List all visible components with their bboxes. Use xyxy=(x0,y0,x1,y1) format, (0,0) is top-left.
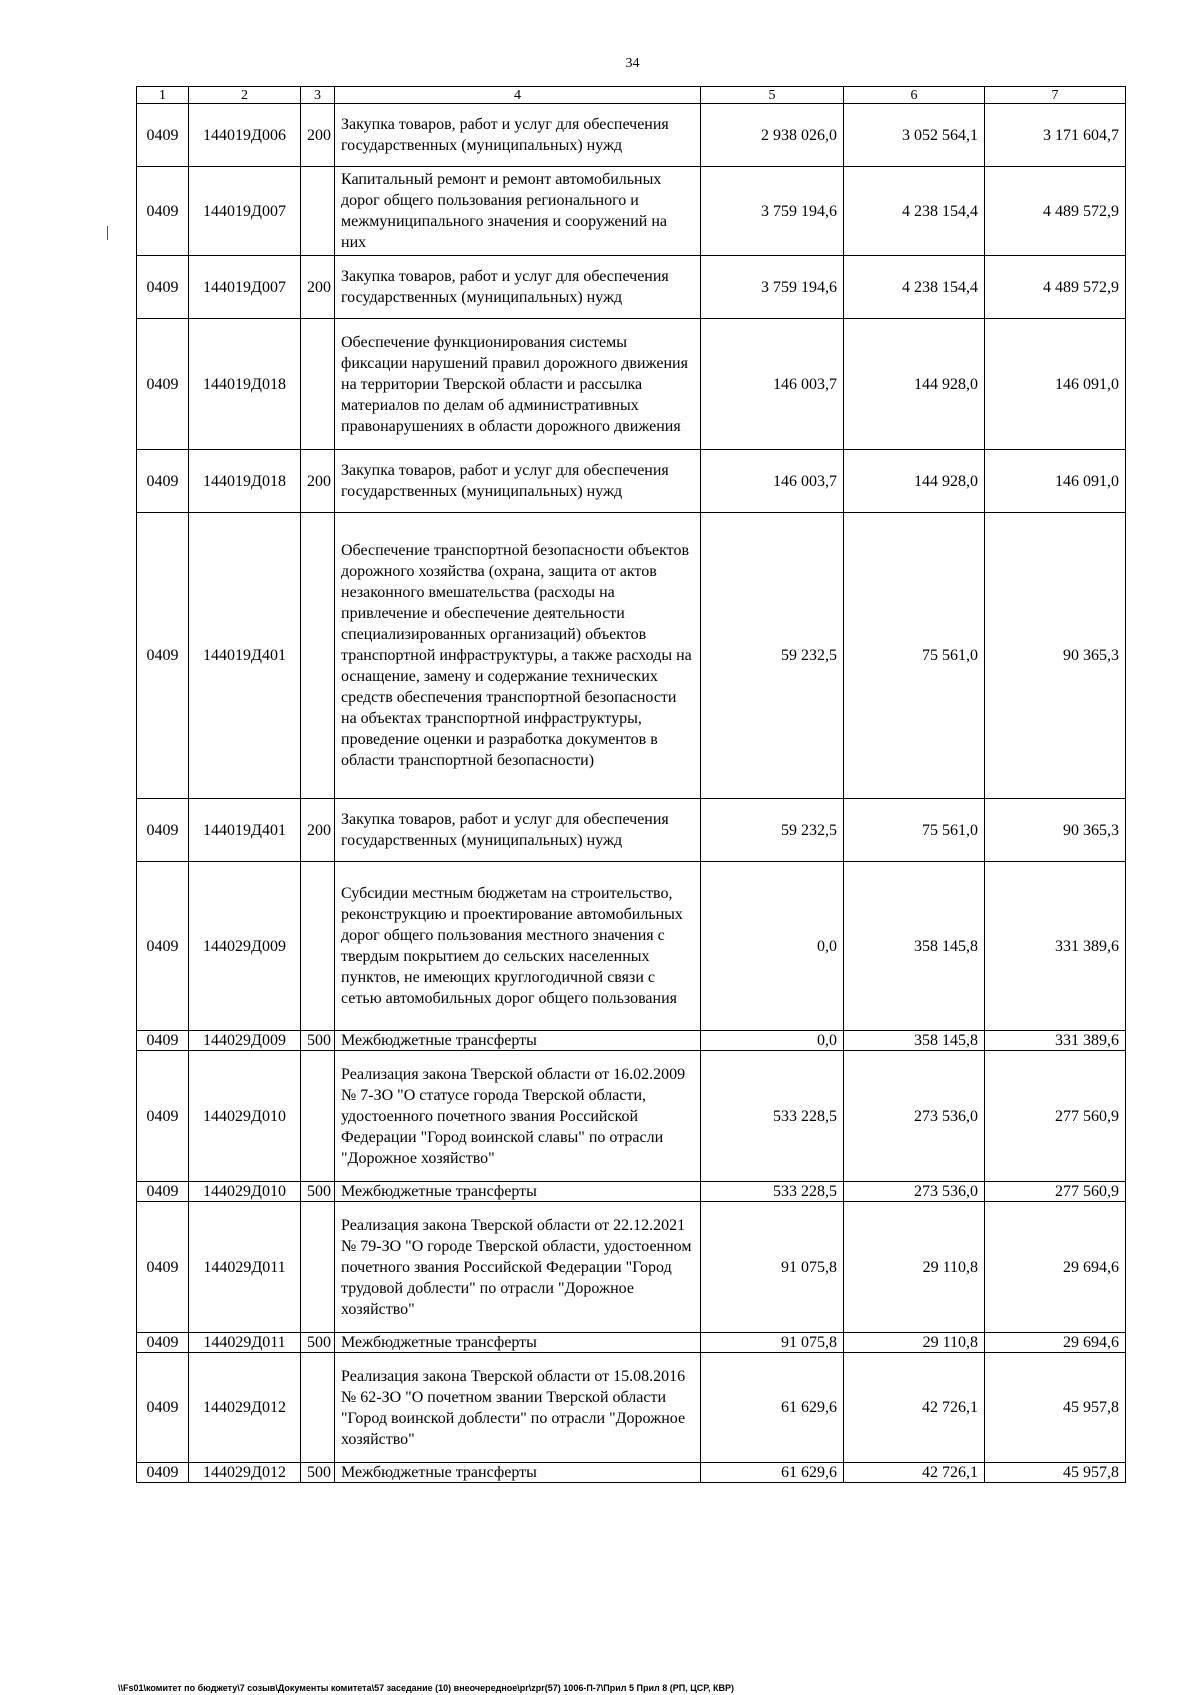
cell-amount-3: 277 560,9 xyxy=(985,1051,1126,1182)
cell-amount-1: 2 938 026,0 xyxy=(701,104,844,167)
table-row xyxy=(137,1353,1126,1463)
cell-expense-type: 500 xyxy=(301,1463,335,1483)
cell-expense-type xyxy=(301,167,335,256)
cell-expense-type: 500 xyxy=(301,1333,335,1353)
cell-name: Межбюджетные трансферты xyxy=(335,1333,701,1353)
cell-section: 0409 xyxy=(137,1182,189,1202)
cell-section: 0409 xyxy=(137,513,189,799)
cell-amount-2: 75 561,0 xyxy=(844,799,985,862)
table-row xyxy=(137,513,1126,799)
cell-amount-1: 533 228,5 xyxy=(701,1182,844,1202)
cell-amount-2: 273 536,0 xyxy=(844,1051,985,1182)
page-number: 34 xyxy=(625,56,640,71)
cell-expense-type xyxy=(301,1051,335,1182)
cell-section: 0409 xyxy=(137,1202,189,1333)
cell-section: 0409 xyxy=(137,167,189,256)
cell-amount-1: 59 232,5 xyxy=(701,799,844,862)
cell-name: Капитальный ремонт и ремонт автомобильных дорог общего пользования регионального и межмуниципального значения и сооружений на них xyxy=(335,167,701,256)
cell-target-code: 144029Д012 xyxy=(189,1353,301,1463)
cell-expense-type: 200 xyxy=(301,256,335,319)
cell-section: 0409 xyxy=(137,319,189,450)
cell-expense-type: 200 xyxy=(301,799,335,862)
table-row xyxy=(137,167,1126,256)
cell-target-code: 144029Д011 xyxy=(189,1333,301,1353)
cell-amount-2: 29 110,8 xyxy=(844,1333,985,1353)
table-row xyxy=(137,862,1126,1031)
table-row xyxy=(137,1031,1126,1051)
cell-amount-2: 358 145,8 xyxy=(844,1031,985,1051)
cell-expense-type xyxy=(301,1353,335,1463)
cell-target-code: 144029Д011 xyxy=(189,1202,301,1333)
cell-amount-2: 358 145,8 xyxy=(844,862,985,1031)
cell-name: Закупка товаров, работ и услуг для обеспечения государственных (муниципальных) нужд xyxy=(335,450,701,513)
table-row xyxy=(137,256,1126,319)
cell-target-code: 144019Д006 xyxy=(189,104,301,167)
cell-section: 0409 xyxy=(137,450,189,513)
cell-target-code: 144019Д401 xyxy=(189,513,301,799)
cell-amount-1: 3 759 194,6 xyxy=(701,256,844,319)
cell-name: Обеспечение транспортной безопасности объектов дорожного хозяйства (охрана, защита от актов незаконного вмешательства (расходы на привлечение и обеспечение деятельности специализированных организаций) объектов транспортной инфраструктуры, а также расходы на оснащение, замену и содержание технических средств обеспечения транспортной безопасности на объектах транспортной инфраструктуры, проведение оценки и разработка документов в области транспортной безопасности) xyxy=(335,513,701,799)
cell-amount-1: 61 629,6 xyxy=(701,1463,844,1483)
cell-amount-1: 91 075,8 xyxy=(701,1333,844,1353)
cell-expense-type: 200 xyxy=(301,450,335,513)
cell-section: 0409 xyxy=(137,1353,189,1463)
cell-target-code: 144019Д007 xyxy=(189,167,301,256)
cell-expense-type: 200 xyxy=(301,104,335,167)
cell-amount-3: 331 389,6 xyxy=(985,862,1126,1031)
cell-name: Межбюджетные трансферты xyxy=(335,1031,701,1051)
cell-expense-type: 500 xyxy=(301,1031,335,1051)
col-header-4: 4 xyxy=(335,87,701,104)
cell-amount-3: 4 489 572,9 xyxy=(985,167,1126,256)
table-row xyxy=(137,1463,1126,1483)
cell-amount-3: 277 560,9 xyxy=(985,1182,1126,1202)
cell-amount-1: 0,0 xyxy=(701,862,844,1031)
cell-amount-3: 45 957,8 xyxy=(985,1463,1126,1483)
cell-amount-3: 146 091,0 xyxy=(985,319,1126,450)
table-row xyxy=(137,1182,1126,1202)
cell-amount-3: 29 694,6 xyxy=(985,1333,1126,1353)
cell-expense-type xyxy=(301,513,335,799)
cell-amount-1: 0,0 xyxy=(701,1031,844,1051)
cell-name: Реализация закона Тверской области от 15.08.2016 № 62-ЗО "О почетном звании Тверской области "Город воинской доблести" по отрасли "Дорожное хозяйство" xyxy=(335,1353,701,1463)
cell-section: 0409 xyxy=(137,104,189,167)
table-body xyxy=(137,104,1126,1483)
cell-amount-1: 59 232,5 xyxy=(701,513,844,799)
budget-table xyxy=(136,86,1126,1483)
cell-amount-3: 146 091,0 xyxy=(985,450,1126,513)
cell-amount-2: 3 052 564,1 xyxy=(844,104,985,167)
cell-amount-3: 45 957,8 xyxy=(985,1353,1126,1463)
cell-expense-type xyxy=(301,862,335,1031)
cell-name: Субсидии местным бюджетам на строительство, реконструкцию и проектирование автомобильных дорог общего пользования местного значения с твердым покрытием до сельских населенных пунктов, не имеющих круглогодичной связи с сетью автомобильных дорог общего пользования xyxy=(335,862,701,1031)
cell-amount-1: 3 759 194,6 xyxy=(701,167,844,256)
cell-name: Реализация закона Тверской области от 22.12.2021 № 79-ЗО "О городе Тверской области, удостоенном почетного звания Российской Федерации "Город трудовой доблести" по отрасли "Дорожное хозяйство" xyxy=(335,1202,701,1333)
cell-amount-3: 29 694,6 xyxy=(985,1202,1126,1333)
cell-amount-2: 29 110,8 xyxy=(844,1202,985,1333)
margin-mark xyxy=(107,226,108,240)
cell-section: 0409 xyxy=(137,256,189,319)
cell-expense-type xyxy=(301,1202,335,1333)
cell-target-code: 144019Д018 xyxy=(189,319,301,450)
cell-amount-1: 61 629,6 xyxy=(701,1353,844,1463)
cell-amount-3: 3 171 604,7 xyxy=(985,104,1126,167)
table-row xyxy=(137,799,1126,862)
footer-file-path: \\Fs01\комитет по бюджету\7 созыв\Документы комитета\57 заседание (10) внеочередное\pr\zpr(57) 1006-П-7\Прил 5 Прил 8 (РП, ЦСР, КВР) xyxy=(118,1683,735,1693)
cell-name: Закупка товаров, работ и услуг для обеспечения государственных (муниципальных) нужд xyxy=(335,104,701,167)
cell-amount-2: 4 238 154,4 xyxy=(844,256,985,319)
cell-name: Закупка товаров, работ и услуг для обеспечения государственных (муниципальных) нужд xyxy=(335,799,701,862)
cell-name: Межбюджетные трансферты xyxy=(335,1182,701,1202)
cell-name: Межбюджетные трансферты xyxy=(335,1463,701,1483)
cell-section: 0409 xyxy=(137,799,189,862)
table-row xyxy=(137,1051,1126,1182)
cell-section: 0409 xyxy=(137,1031,189,1051)
cell-target-code: 144029Д012 xyxy=(189,1463,301,1483)
cell-target-code: 144019Д401 xyxy=(189,799,301,862)
table-row xyxy=(137,1333,1126,1353)
cell-amount-2: 144 928,0 xyxy=(844,450,985,513)
cell-amount-3: 90 365,3 xyxy=(985,799,1126,862)
cell-target-code: 144029Д010 xyxy=(189,1051,301,1182)
cell-amount-3: 90 365,3 xyxy=(985,513,1126,799)
cell-amount-3: 4 489 572,9 xyxy=(985,256,1126,319)
cell-amount-1: 533 228,5 xyxy=(701,1051,844,1182)
col-header-3: 3 xyxy=(301,87,335,104)
cell-amount-2: 75 561,0 xyxy=(844,513,985,799)
table-row xyxy=(137,104,1126,167)
col-header-2: 2 xyxy=(189,87,301,104)
cell-amount-3: 331 389,6 xyxy=(985,1031,1126,1051)
table-row xyxy=(137,1202,1126,1333)
cell-expense-type: 500 xyxy=(301,1182,335,1202)
col-header-6: 6 xyxy=(844,87,985,104)
cell-amount-2: 273 536,0 xyxy=(844,1182,985,1202)
cell-amount-1: 91 075,8 xyxy=(701,1202,844,1333)
col-header-7: 7 xyxy=(985,87,1126,104)
cell-section: 0409 xyxy=(137,1051,189,1182)
cell-section: 0409 xyxy=(137,1463,189,1483)
cell-name: Закупка товаров, работ и услуг для обеспечения государственных (муниципальных) нужд xyxy=(335,256,701,319)
cell-amount-1: 146 003,7 xyxy=(701,450,844,513)
cell-section: 0409 xyxy=(137,862,189,1031)
cell-name: Реализация закона Тверской области от 16.02.2009 № 7-ЗО "О статусе города Тверской области, удостоенного почетного звания Российской Федерации "Город воинской славы" по отрасли "Дорожное хозяйство" xyxy=(335,1051,701,1182)
cell-amount-2: 4 238 154,4 xyxy=(844,167,985,256)
cell-amount-2: 42 726,1 xyxy=(844,1353,985,1463)
cell-amount-2: 42 726,1 xyxy=(844,1463,985,1483)
col-header-1: 1 xyxy=(137,87,189,104)
cell-target-code: 144029Д009 xyxy=(189,1031,301,1051)
cell-target-code: 144019Д018 xyxy=(189,450,301,513)
cell-amount-1: 146 003,7 xyxy=(701,319,844,450)
table-row xyxy=(137,450,1126,513)
cell-target-code: 144019Д007 xyxy=(189,256,301,319)
col-header-5: 5 xyxy=(701,87,844,104)
cell-amount-2: 144 928,0 xyxy=(844,319,985,450)
table-row xyxy=(137,319,1126,450)
cell-target-code: 144029Д010 xyxy=(189,1182,301,1202)
cell-target-code: 144029Д009 xyxy=(189,862,301,1031)
cell-name: Обеспечение функционирования системы фиксации нарушений правил дорожного движения на территории Тверской области и рассылка материалов по делам об административных правонарушениях в области дорожного движения xyxy=(335,319,701,450)
cell-section: 0409 xyxy=(137,1333,189,1353)
cell-expense-type xyxy=(301,319,335,450)
header-row xyxy=(137,87,1126,104)
